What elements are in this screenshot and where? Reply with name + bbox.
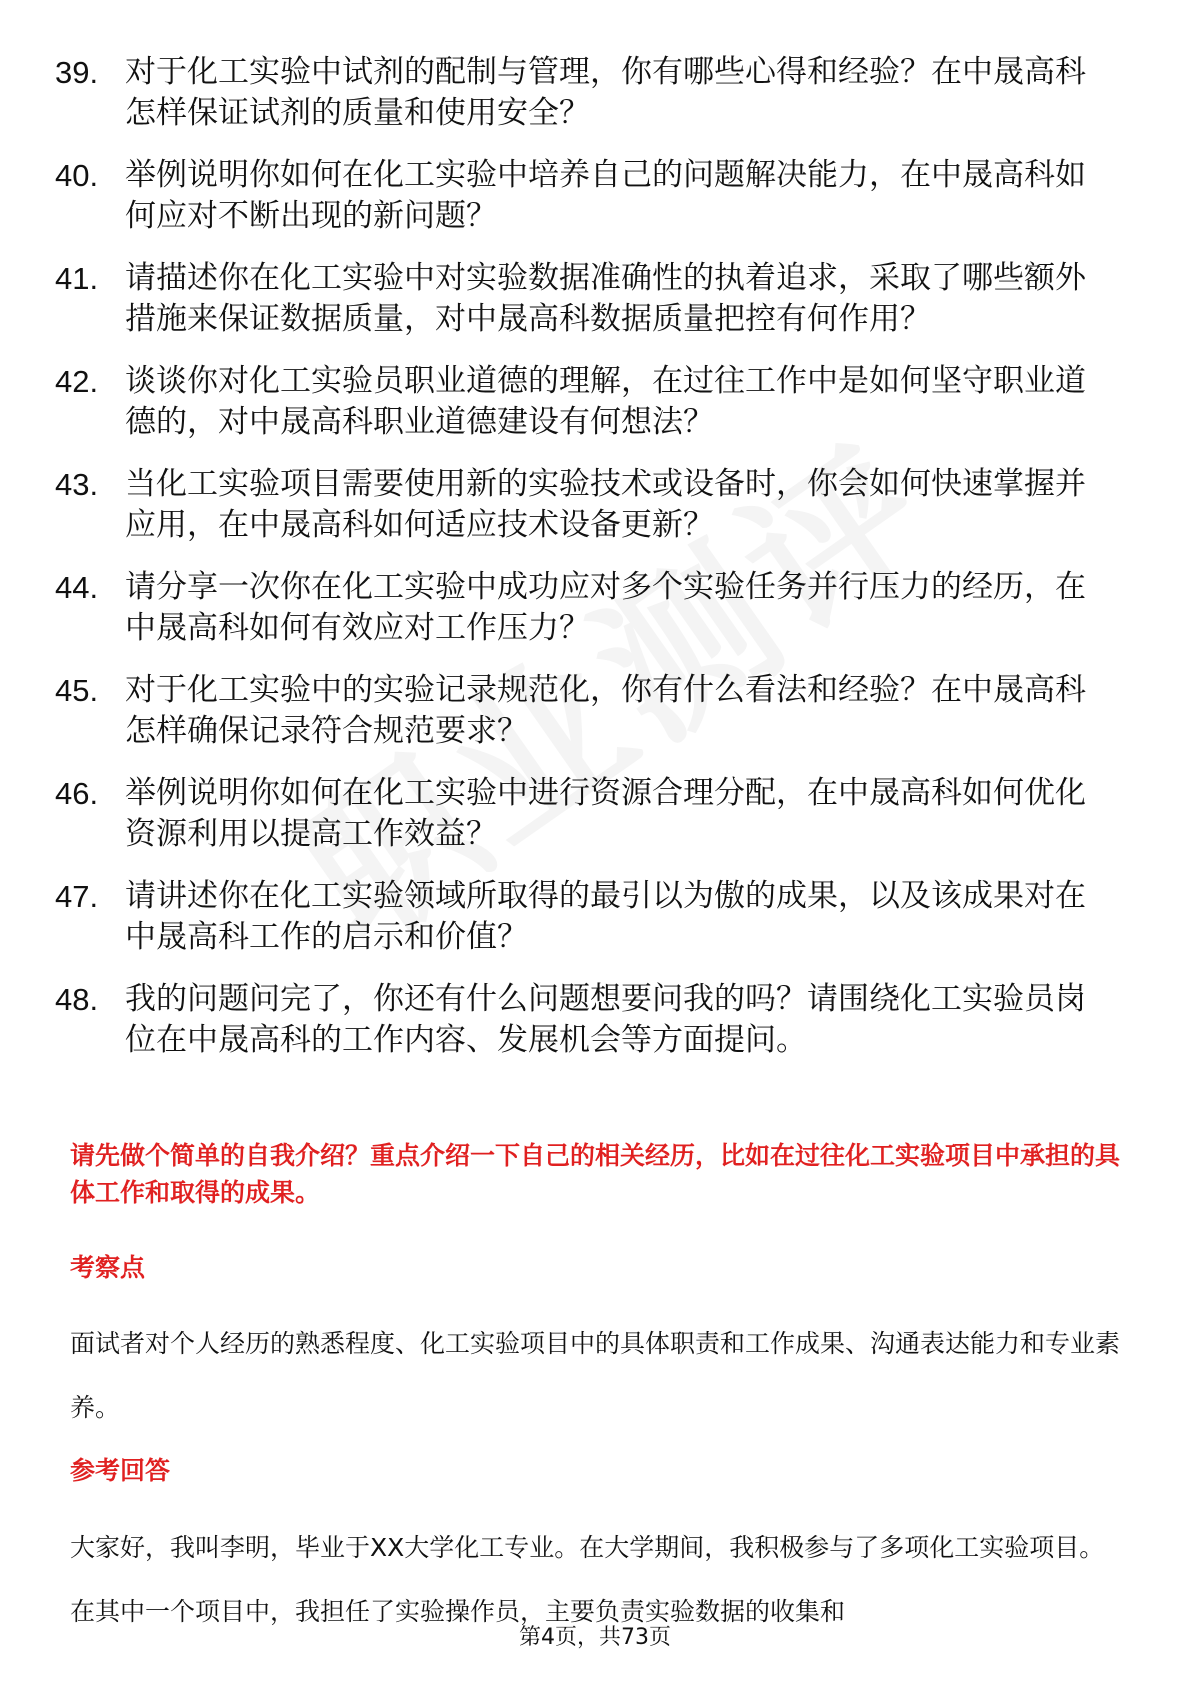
question-text: 举例说明你如何在化工实验中进行资源合理分配，在中晟高科如何优化资源利用以提高工作效益？: [125, 775, 1086, 852]
question-text: 谈谈你对化工实验员职业道德的理解，在过往工作中是如何坚守职业道德的，对中晟高科职业道德建设有何想法？: [125, 363, 1086, 440]
question-item: [55, 52, 1115, 134]
answer-text: 大家好，我叫李明，毕业于XX大学化工专业。在大学期间，我积极参与了多项化工实验项目。在其中一个项目中，我担任了实验操作员，主要负责实验数据的收集和: [70, 1533, 1105, 1626]
question-number: 48.: [55, 982, 99, 1017]
question-item: [55, 155, 1115, 237]
question-text: 举例说明你如何在化工实验中培养自己的问题解决能力，在中晟高科如何应对不断出现的新问题？: [125, 157, 1086, 234]
question-item: [55, 876, 1115, 958]
question-list: [55, 52, 1115, 1082]
question-item: [55, 361, 1115, 443]
highlight-question: 请先做个简单的自我介绍？重点介绍一下自己的相关经历，比如在过往化工实验项目中承担的具体工作和取得的成果。: [70, 1141, 1121, 1207]
question-item: [55, 464, 1115, 546]
question-text: 当化工实验项目需要使用新的实验技术或设备时，你会如何快速掌握并应用，在中晟高科如何适应技术设备更新？: [125, 466, 1086, 543]
question-number: 46.: [55, 776, 99, 811]
question-text: 我的问题问完了，你还有什么问题想要问我的吗？请围绕化工实验员岗位在中晟高科的工作内容、发展机会等方面提问。: [125, 981, 1086, 1058]
question-number: 40.: [55, 158, 99, 193]
question-text: 请讲述你在化工实验领域所取得的最引以为傲的成果，以及该成果对在中晟高科工作的启示和价值？: [125, 878, 1086, 955]
question-number: 45.: [55, 673, 99, 708]
question-text: 请分享一次你在化工实验中成功应对多个实验任务并行压力的经历，在中晟高科如何有效应对工作压力？: [125, 569, 1086, 646]
question-number: 39.: [55, 55, 99, 90]
question-item: [55, 773, 1115, 855]
question-number: 42.: [55, 364, 99, 399]
question-number: 47.: [55, 879, 99, 914]
page-footer: 第4页，共73页: [519, 1625, 671, 1650]
focus-label: 考察点: [70, 1253, 146, 1282]
question-number: 41.: [55, 261, 99, 296]
question-text: 请描述你在化工实验中对实验数据准确性的执着追求，采取了哪些额外措施来保证数据质量，对中晟高科数据质量把控有何作用？: [125, 260, 1086, 337]
focus-text: 面试者对个人经历的熟悉程度、化工实验项目中的具体职责和工作成果、沟通表达能力和专业素养。: [70, 1329, 1121, 1422]
question-text: 对于化工实验中试剂的配制与管理，你有哪些心得和经验？在中晟高科怎样保证试剂的质量和使用安全？: [125, 54, 1086, 131]
question-item: [55, 258, 1115, 340]
question-number: 44.: [55, 570, 99, 605]
question-item: [55, 567, 1115, 649]
question-item: [55, 670, 1115, 752]
question-text: 对于化工实验中的实验记录规范化，你有什么看法和经验？在中晟高科怎样确保记录符合规范要求？: [125, 672, 1086, 749]
question-item: [55, 979, 1115, 1061]
answer-label: 参考回答: [70, 1456, 171, 1485]
question-number: 43.: [55, 467, 99, 502]
